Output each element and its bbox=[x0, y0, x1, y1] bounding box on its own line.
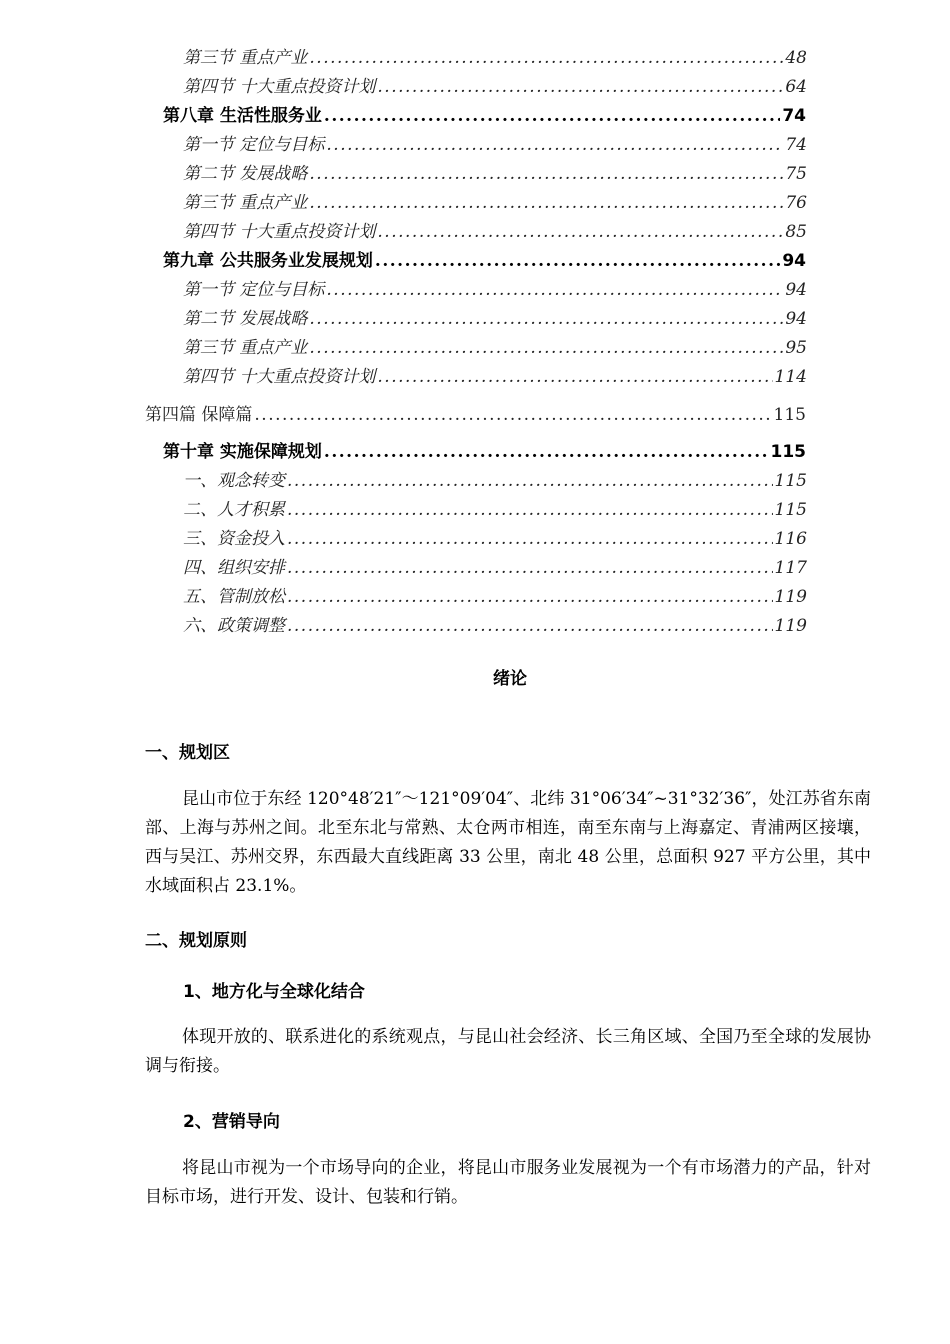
toc-entry-page: 119 bbox=[774, 587, 807, 607]
toc-entry-title: 五、管制放松 bbox=[183, 587, 285, 607]
toc-entry[interactable] bbox=[183, 527, 807, 551]
toc-entry-title: 第四节 十大重点投资计划 bbox=[183, 367, 376, 387]
toc-entry[interactable] bbox=[183, 191, 807, 215]
section-heading-planning-area: 一、规划区 bbox=[145, 743, 230, 763]
toc-entry[interactable] bbox=[183, 498, 807, 522]
toc-entry[interactable] bbox=[183, 469, 807, 493]
toc-entry[interactable] bbox=[183, 307, 807, 331]
subheading-principle-1: 1、地方化与全球化结合 bbox=[183, 982, 365, 1002]
toc-entry-page: 85 bbox=[785, 222, 807, 242]
toc-dot-leader bbox=[287, 527, 773, 551]
toc-entry-page: 116 bbox=[774, 529, 807, 549]
toc-dot-leader bbox=[309, 336, 783, 360]
toc-dot-leader bbox=[324, 440, 769, 464]
paragraph-principle-2: 将昆山市视为一个市场导向的企业，将昆山市服务业发展视为一个有市场潜力的产品，针对目标市场，进行开发、设计、包装和行销。 bbox=[145, 1158, 871, 1207]
toc-dot-leader bbox=[326, 278, 783, 302]
toc-entry[interactable] bbox=[183, 365, 807, 389]
toc-entry-title: 第一节 定位与目标 bbox=[183, 280, 325, 300]
paragraph-planning-area: 昆山市位于东经 120°48′21″～121°09′04″、北纬 31°06′34″~31°32′36″，处江苏省东南部、上海与苏州之间。北至东北与常熟、太仓两市相连，南至东南与上海嘉定、青浦两区接壤，西与吴江、苏州交界，东西最大直线距离 33 公里，南北 48 公里，总面积 927 平方公里，其中水域面积占 23.1%。 bbox=[145, 789, 871, 896]
toc-dot-leader bbox=[309, 46, 783, 70]
toc-entry[interactable] bbox=[183, 220, 807, 244]
toc-entry-page: 119 bbox=[774, 616, 807, 636]
toc-entry-page: 76 bbox=[785, 193, 807, 213]
toc-entry-title: 第四节 十大重点投资计划 bbox=[183, 77, 376, 97]
toc-dot-leader bbox=[254, 403, 771, 427]
toc-entry-page: 115 bbox=[773, 405, 806, 425]
toc-entry-title: 第四篇 保障篇 bbox=[145, 405, 253, 425]
toc-entry-title: 二、人才积累 bbox=[183, 500, 285, 520]
toc-entry-page: 74 bbox=[782, 106, 806, 126]
toc-entry-title: 第三节 重点产业 bbox=[183, 48, 308, 68]
toc-entry-title: 六、政策调整 bbox=[183, 616, 285, 636]
toc-dot-leader bbox=[309, 307, 783, 331]
introduction-title: 绪论 bbox=[493, 669, 527, 689]
toc-entry[interactable] bbox=[183, 162, 807, 186]
toc-entry-page: 64 bbox=[785, 77, 807, 97]
toc-entry-title: 第三节 重点产业 bbox=[183, 338, 308, 358]
toc-entry-title: 第八章 生活性服务业 bbox=[163, 106, 322, 126]
toc-chapter-entry[interactable] bbox=[163, 249, 806, 273]
toc-entry[interactable] bbox=[183, 336, 807, 360]
toc-entry-title: 第九章 公共服务业发展规划 bbox=[163, 251, 373, 271]
toc-entry-page: 114 bbox=[774, 367, 807, 387]
toc-entry[interactable] bbox=[183, 133, 807, 157]
section-heading-principles: 二、规划原则 bbox=[145, 931, 247, 951]
toc-entry[interactable] bbox=[183, 585, 807, 609]
toc-entry[interactable] bbox=[183, 278, 807, 302]
toc-entry-page: 115 bbox=[774, 500, 807, 520]
toc-part-entry[interactable] bbox=[145, 403, 806, 427]
toc-dot-leader bbox=[309, 191, 783, 215]
toc-chapter-entry[interactable] bbox=[163, 104, 806, 128]
toc-entry-title: 第二节 发展战略 bbox=[183, 164, 308, 184]
toc-entry-title: 一、观念转变 bbox=[183, 471, 285, 491]
toc-dot-leader bbox=[375, 249, 780, 273]
toc-dot-leader bbox=[287, 585, 773, 609]
toc-entry[interactable] bbox=[183, 46, 807, 70]
toc-entry[interactable] bbox=[183, 614, 807, 638]
toc-entry-title: 三、资金投入 bbox=[183, 529, 285, 549]
toc-entry-page: 115 bbox=[770, 442, 806, 462]
toc-entry-page: 48 bbox=[785, 48, 807, 68]
toc-entry-title: 第三节 重点产业 bbox=[183, 193, 308, 213]
paragraph-principle-1: 体现开放的、联系进化的系统观点，与昆山社会经济、长三角区域、全国乃至全球的发展协调与衔接。 bbox=[145, 1027, 871, 1076]
toc-dot-leader bbox=[324, 104, 780, 128]
toc-entry-title: 第四节 十大重点投资计划 bbox=[183, 222, 376, 242]
toc-entry-title: 第二节 发展战略 bbox=[183, 309, 308, 329]
toc-dot-leader bbox=[326, 133, 783, 157]
toc-entry-title: 四、组织安排 bbox=[183, 558, 285, 578]
toc-dot-leader bbox=[287, 614, 773, 638]
toc-dot-leader bbox=[287, 469, 773, 493]
toc-entry-page: 94 bbox=[785, 280, 807, 300]
toc-entry-page: 75 bbox=[785, 164, 807, 184]
toc-entry-page: 117 bbox=[774, 558, 807, 578]
subheading-principle-2: 2、营销导向 bbox=[183, 1112, 280, 1132]
toc-dot-leader bbox=[309, 162, 783, 186]
toc-entry[interactable] bbox=[183, 556, 807, 580]
toc-entry-page: 94 bbox=[785, 309, 807, 329]
toc-dot-leader bbox=[287, 556, 773, 580]
toc-entry-title: 第十章 实施保障规划 bbox=[163, 442, 322, 462]
toc-chapter-entry[interactable] bbox=[163, 440, 806, 464]
toc-dot-leader bbox=[287, 498, 773, 522]
toc-entry-page: 115 bbox=[774, 471, 807, 491]
toc-entry-title: 第一节 定位与目标 bbox=[183, 135, 325, 155]
toc-entry[interactable] bbox=[183, 75, 807, 99]
toc-dot-leader bbox=[377, 220, 783, 244]
toc-entry-page: 74 bbox=[785, 135, 807, 155]
toc-dot-leader bbox=[377, 365, 772, 389]
toc-entry-page: 94 bbox=[782, 251, 806, 271]
toc-entry-page: 95 bbox=[785, 338, 807, 358]
toc-dot-leader bbox=[377, 75, 783, 99]
